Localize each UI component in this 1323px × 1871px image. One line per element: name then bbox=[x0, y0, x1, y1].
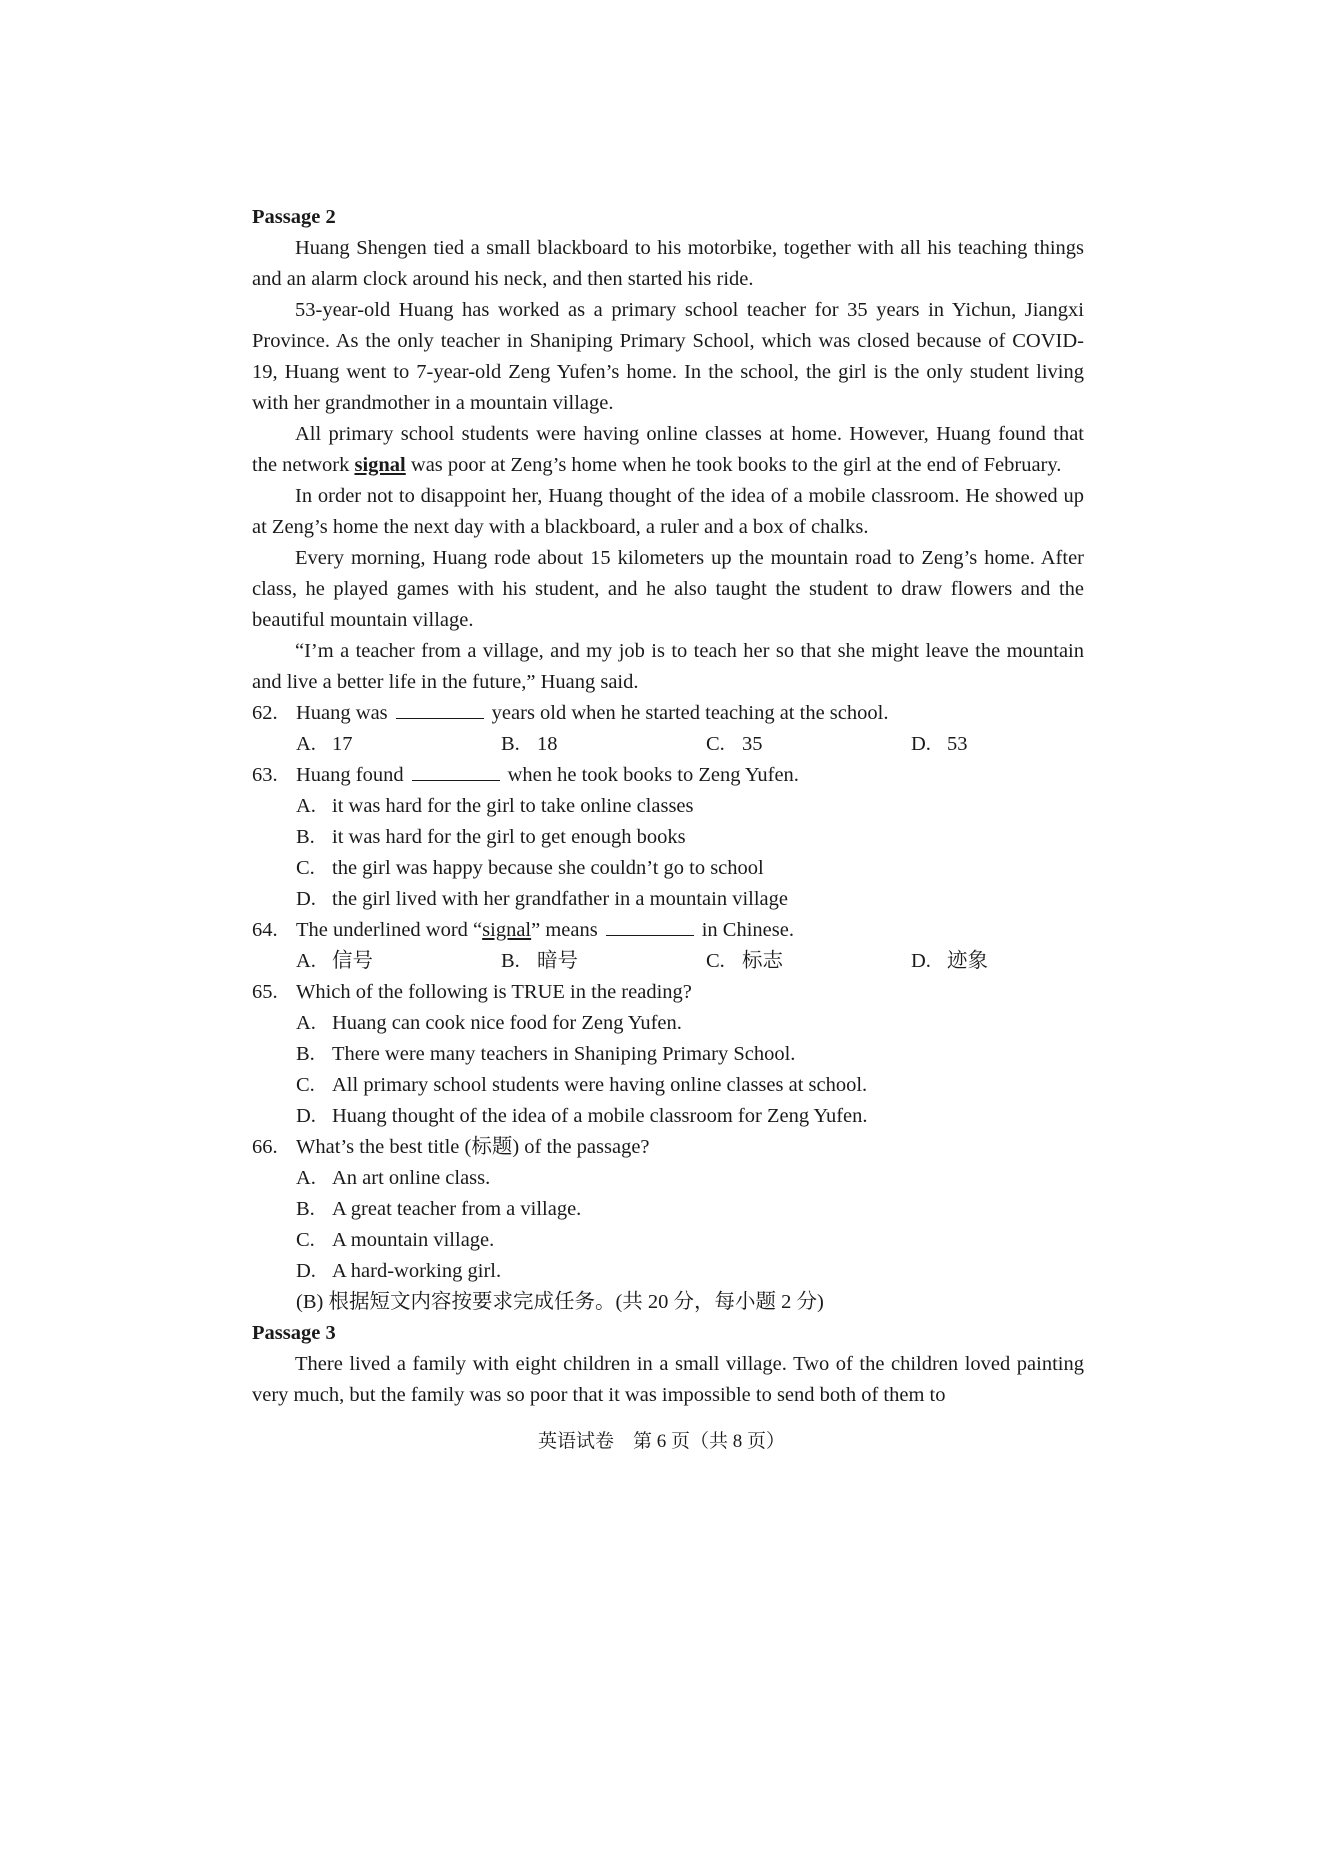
passage-2-paragraph-6: “I’m a teacher from a village, and my job is to teach her so that she might leave the mountain and live a better life in the future,” Huang said. bbox=[252, 640, 1084, 693]
passage-3-paragraph-1: There lived a family with eight children in a small village. Two of the children loved painting very much, but the family was so poor that it was impossible to send both of them to bbox=[252, 1353, 1084, 1406]
question-65-option-d: D. Huang thought of the idea of a mobile classroom for Zeng Yufen. bbox=[296, 1105, 868, 1127]
page-content bbox=[252, 202, 1084, 1411]
question-stem-start: The underlined word “ bbox=[296, 919, 483, 941]
option-a: A. 17 bbox=[296, 733, 353, 755]
question-number: 62. bbox=[252, 702, 278, 724]
question-stem-start: Huang found bbox=[296, 764, 404, 786]
passage-2-paragraph-3 bbox=[252, 419, 1084, 481]
question-number: 65. bbox=[252, 981, 278, 1003]
question-63-option-a: A. it was hard for the girl to take online classes bbox=[296, 795, 694, 817]
question-number: 64. bbox=[252, 919, 278, 941]
question-64 bbox=[252, 915, 1084, 946]
question-65-option-a: A. Huang can cook nice food for Zeng Yufen. bbox=[296, 1012, 682, 1034]
question-66-option-a: A. An art online class. bbox=[296, 1167, 491, 1189]
section-b-instruction: (B) 根据短文内容按要求完成任务。(共 20 分，每小题 2 分) bbox=[296, 1291, 824, 1313]
passage-3-title: Passage 3 bbox=[252, 1322, 336, 1344]
question-62-options bbox=[252, 729, 1084, 760]
question-stem-start: Huang was bbox=[296, 702, 388, 724]
question-64-options bbox=[252, 946, 1084, 977]
question-63-option-b: B. it was hard for the girl to get enough books bbox=[296, 826, 686, 848]
option-a: A. 信号 bbox=[296, 950, 373, 972]
answer-blank bbox=[606, 917, 694, 936]
passage-2-title: Passage 2 bbox=[252, 206, 336, 228]
question-stem: Which of the following is TRUE in the reading? bbox=[296, 981, 692, 1003]
question-number: 66. bbox=[252, 1136, 278, 1158]
question-stem-end: in Chinese. bbox=[701, 919, 794, 941]
passage-2-paragraph-5: Every morning, Huang rode about 15 kilometers up the mountain road to Zeng’s home. After class, he played games with his student, and he also taught the student to draw flowers and the beautiful mountain village. bbox=[252, 547, 1084, 631]
question-stem-middle: ” means bbox=[531, 919, 598, 941]
question-66-option-c: C. A mountain village. bbox=[296, 1229, 495, 1251]
passage-2-paragraph-1: Huang Shengen tied a small blackboard to his motorbike, together with all his teaching things and an alarm clock around his neck, and then started his ride. bbox=[252, 237, 1084, 290]
answer-blank bbox=[412, 762, 500, 781]
paragraph-3-after: was poor at Zeng’s home when he took books to the girl at the end of February. bbox=[405, 454, 1062, 476]
option-c: C. 标志 bbox=[706, 950, 783, 972]
question-stem: What’s the best title (标题) of the passage? bbox=[296, 1136, 650, 1158]
underlined-word: signal bbox=[482, 919, 532, 941]
passage-2-paragraph-2: 53-year-old Huang has worked as a primary school teacher for 35 years in Yichun, Jiangxi Province. As the only teacher in Shaniping Primary School, which was closed because of COVID-19, Huang went to 7-year-old Zeng Yufen’s home. In the school, the girl is the only student living with her grandmother in a mountain village. bbox=[252, 299, 1084, 414]
underlined-word-signal: signal bbox=[354, 454, 406, 476]
option-c: C. 35 bbox=[706, 733, 763, 755]
question-65 bbox=[252, 977, 1084, 1008]
answer-blank bbox=[396, 700, 484, 719]
question-63-option-d: D. the girl lived with her grandfather in a mountain village bbox=[296, 888, 788, 910]
question-65-option-b: B. There were many teachers in Shaniping Primary School. bbox=[296, 1043, 796, 1065]
question-62 bbox=[252, 698, 1084, 729]
question-stem-end: years old when he started teaching at the school. bbox=[491, 702, 889, 724]
question-66-option-b: B. A great teacher from a village. bbox=[296, 1198, 582, 1220]
page-footer: 英语试卷 第 6 页（共 8 页） bbox=[537, 1431, 785, 1452]
question-65-option-c: C. All primary school students were having online classes at school. bbox=[296, 1074, 868, 1096]
question-stem-end: when he took books to Zeng Yufen. bbox=[507, 764, 799, 786]
passage-2-paragraph-4: In order not to disappoint her, Huang thought of the idea of a mobile classroom. He showed up at Zeng’s home the next day with a blackboard, a ruler and a box of chalks. bbox=[252, 485, 1084, 538]
question-66 bbox=[252, 1132, 1084, 1163]
option-d: D. 迹象 bbox=[911, 950, 988, 972]
question-number: 63. bbox=[252, 764, 278, 786]
option-d: D. 53 bbox=[911, 733, 968, 755]
paragraph-3-before: All primary school students were having online classes at home. However, Huang found that the network bbox=[252, 423, 1084, 476]
option-b: B. 18 bbox=[501, 733, 558, 755]
question-63-option-c: C. the girl was happy because she couldn’t go to school bbox=[296, 857, 764, 879]
question-66-option-d: D. A hard-working girl. bbox=[296, 1260, 502, 1282]
option-b: B. 暗号 bbox=[501, 950, 578, 972]
question-63 bbox=[252, 760, 1084, 791]
